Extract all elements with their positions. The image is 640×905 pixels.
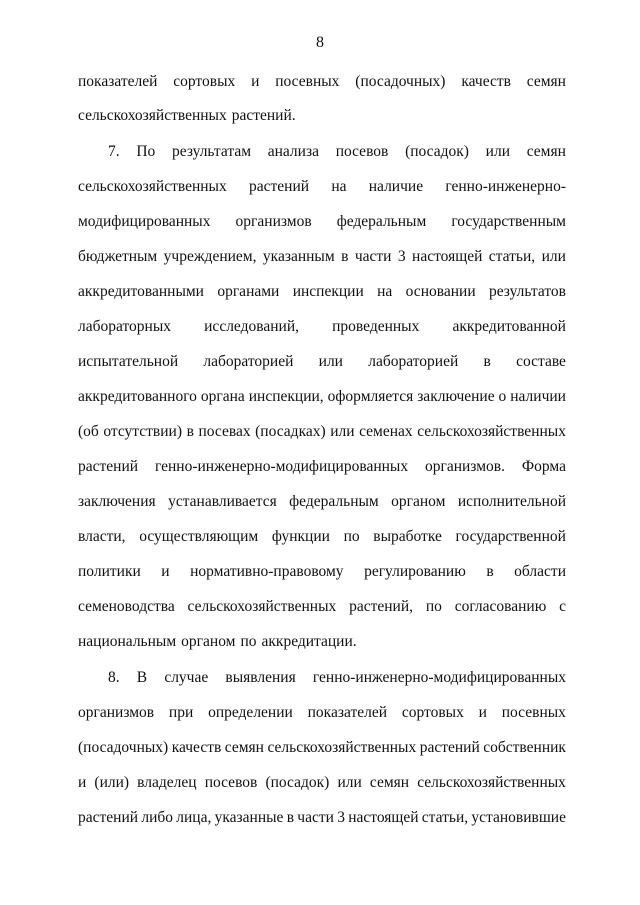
text-line: сельскохозяйственных растений.	[78, 107, 296, 124]
text-line: бюджетным учреждением, указанным в части 3 настоящей статьи, или	[78, 248, 566, 265]
text-line: аккредитованного органа инспекции, оформляется заключение о наличии	[78, 388, 566, 405]
text-line: семеноводства сельскохозяйственных растений, по согласованию с	[78, 598, 566, 615]
text-line: заключения устанавливается федеральным органом исполнительной	[78, 493, 566, 510]
text-line: и (или) владелец посевов (посадок) или семян сельскохозяйственных	[78, 774, 566, 791]
text-line: (посадочных) качеств семян сельскохозяйственных растений собственник	[78, 739, 566, 756]
text-line: аккредитованными органами инспекции на основании результатов	[78, 283, 566, 300]
text-line: власти, осуществляющим функции по выработке государственной	[78, 528, 566, 545]
text-line: растений либо лица, указанные в части 3 настоящей статьи, установившие	[78, 809, 566, 826]
page-number: 8	[316, 34, 324, 51]
text-line: лабораторных исследований, проведенных аккредитованной	[78, 318, 566, 335]
text-line: организмов при определении показателей сортовых и посевных	[78, 704, 566, 721]
text-line: сельскохозяйственных растений на наличие генно-инженерно-	[78, 178, 566, 195]
text-line: 7. По результатам анализа посевов (посадок) или семян	[108, 143, 566, 160]
text-line: национальным органом по аккредитации.	[78, 633, 357, 650]
text-line: испытательной лабораторией или лабораторией в составе	[78, 353, 566, 370]
text-line: показателей сортовых и посевных (посадочных) качеств семян	[78, 73, 566, 90]
text-line: модифицированных организмов федеральным государственным	[78, 213, 566, 230]
text-line: (об отсутствии) в посевах (посадках) или семенах сельскохозяйственных	[78, 423, 566, 440]
text-line: политики и нормативно-правовому регулированию в области	[78, 563, 566, 580]
text-line: растений генно-инженерно-модифицированных организмов. Форма	[78, 458, 566, 475]
text-line: 8. В случае выявления генно-инженерно-модифицированных	[108, 669, 566, 686]
